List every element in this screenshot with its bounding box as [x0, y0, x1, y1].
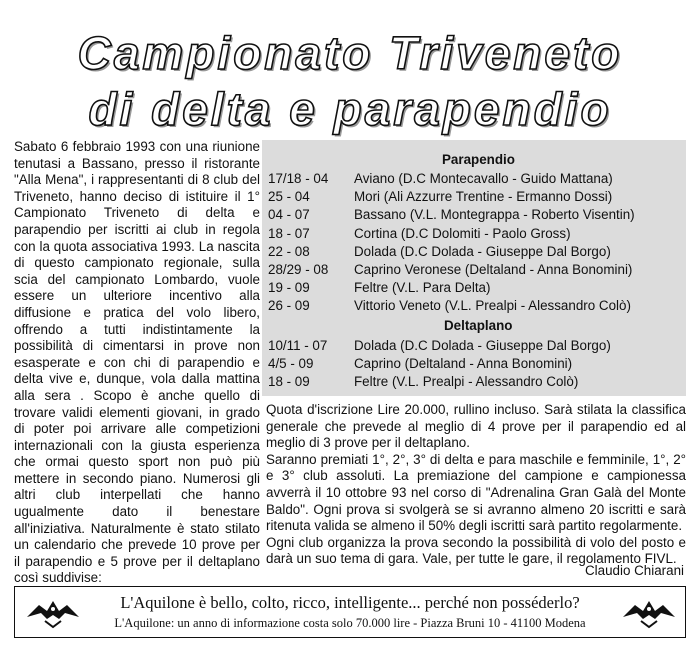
calendar-date: 18 - 09 [268, 374, 310, 390]
calendar-row [262, 170, 686, 187]
kite-bird-icon [621, 597, 677, 631]
calendar-place: Caprino Veronese (Deltaland - Anna Bonomini) [354, 262, 633, 277]
article-title-line1: Campionato Triveneto [77, 27, 623, 79]
rules-paragraph-organization: Ogni club organizza la prova secondo la possibilità di volo del posto e darà un suo tema di gara. Vale, per tutte le gare, il regolamento FIVL. [266, 534, 686, 567]
advertisement-box [14, 586, 686, 638]
calendar-place: Cortina (D.C Dolomiti - Paolo Gross) [354, 225, 571, 241]
calendar-date: 26 - 09 [268, 298, 310, 314]
calendar-date: 19 - 09 [268, 280, 310, 296]
calendar-date: 04 - 07 [268, 207, 310, 223]
calendar-row [262, 373, 686, 390]
calendar-place: Feltre (V.L. Para Delta) [354, 280, 491, 296]
rules-paragraph-fee: Quota d'iscrizione Lire 20.000, rullino incluso. Sarà stilata la classifica generale che prevede al meglio di 4 prove per il parapendio ed al meglio di 3 prove per il deltaplano. [266, 402, 686, 451]
author-name: Claudio Chiarani [585, 563, 684, 578]
calendar-row [262, 355, 686, 372]
deltaplano-heading: Deltaplano [444, 318, 513, 333]
advertisement-slogan: L'Aquilone è bello, colto, ricco, intelligente... perché non posséderlo? [120, 593, 580, 612]
calendar-row [262, 337, 686, 354]
calendar-place: Vittorio Veneto (V.L. Prealpi - Alessandro Colò) [354, 298, 631, 314]
calendar-place: Bassano (V.L. Montegrappa - Roberto Visentin) [354, 207, 635, 223]
calendar-date: 28/29 - 08 [268, 262, 329, 277]
calendar-place: Dolada (D.C Dolada - Giuseppe Dal Borgo) [354, 338, 611, 353]
calendar-row [262, 188, 686, 205]
calendar-row [262, 261, 686, 278]
calendar-place: Mori (Ali Azzurre Trentine - Ermanno Dossi) [354, 189, 613, 205]
calendar-row [262, 206, 686, 223]
calendar-date: 22 - 08 [268, 243, 310, 259]
rules-paragraph-prizes: Saranno premiati 1°, 2°, 3° di delta e para maschile e femminile, 1°, 2° e 3° club assoluti. La premiazione del campione e campionessa avverrà il 10 ottobre 93 nel corso di "Adrenalina Gran Galà del Monte Baldo". Ogni prova si svolgerà se si avranno almeno 20 iscritti e sarà ritenuta valida se almeno il 50% degli iscritti sarà partito regolarmente. [266, 451, 686, 534]
intro-column [14, 139, 260, 587]
calendar-date: 10/11 - 07 [268, 338, 328, 353]
article-title-line2: di delta e parapendio [88, 83, 612, 135]
calendar-date: 17/18 - 04 [268, 171, 329, 186]
calendar-row [262, 243, 686, 260]
calendar-row [262, 279, 686, 296]
calendar-place: Aviano (D.C Montecavallo - Guido Mattana) [354, 171, 613, 186]
rules-column [266, 402, 686, 568]
calendar-table [262, 140, 686, 396]
calendar-place: Caprino (Deltaland - Anna Bonomini) [354, 356, 573, 372]
calendar-date: 18 - 07 [268, 225, 310, 241]
advertisement-subscription: L'Aquilone: un anno di informazione costa solo 70.000 lire - Piazza Bruni 10 - 41100 Modena [114, 616, 586, 630]
calendar-row [262, 225, 686, 242]
calendar-date: 25 - 04 [268, 189, 310, 205]
calendar-date: 4/5 - 09 [268, 356, 314, 372]
parapendio-heading: Parapendio [442, 152, 515, 167]
calendar-place: Feltre (V.L. Prealpi - Alessandro Colò) [354, 374, 579, 390]
calendar-row [262, 297, 686, 314]
intro-paragraph: Sabato 6 febbraio 1993 con una riunione tenutasi a Bassano, presso il ristorante "Alla Mena", i rappresentanti di 8 club del Triveneto, hanno deciso di istituire il 1° Campionato Triveneto di delta e parapendio per iscritti ai club in regola con la quota associativa 1993. La nascita di questo campionato regionale, sulla scia del campionato Lombardo, vuole essere un ulteriore incentivo alla diffusione e pratica del volo libero, offrendo a tutti indistintamente la possibilità di cimentarsi in prove non esasperate e con chi di parapendio e delta vive e, dunque, vola dalla mattina alla sera . Scopo è anche quello di trovare validi elementi giovani, in grado di poter poi arrivare alle competizioni internazionali con la giusta esperienza che ormai questo sport non può più mettere in secondo piano. Numerosi gli altri club interpellati che hanno ugualmente dato il benestare all'iniziativa. Naturalmente è stato stilato un calendario che prevede 10 prove per il parapendio e 5 prove per il deltaplano così suddivise: [14, 139, 260, 586]
calendar-place: Dolada (D.C Dolada - Giuseppe Dal Borgo) [354, 243, 611, 259]
